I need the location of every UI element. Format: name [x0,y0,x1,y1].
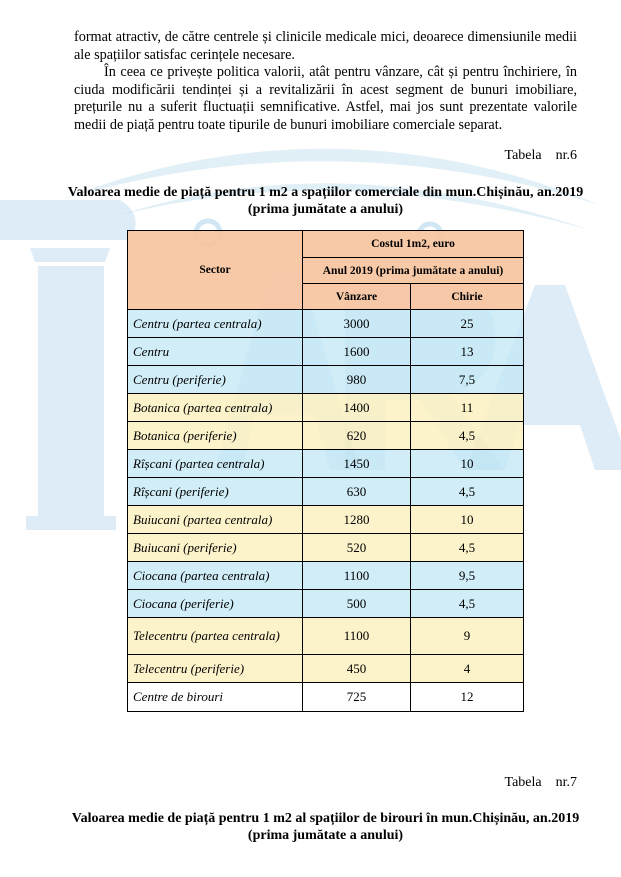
table-row [128,422,524,450]
rent-price-cell: 4,5 [411,478,524,506]
rent-price-cell: 4,5 [411,590,524,618]
sale-price-cell: 1450 [303,450,411,478]
sale-price-cell: 500 [303,590,411,618]
sale-price-cell: 1100 [303,618,411,655]
sector-cell: Centru (partea centrala) [128,310,303,338]
sale-price-cell: 980 [303,366,411,394]
table-7-label: Tabela [504,775,542,790]
sector-cell: Centre de birouri [128,683,303,712]
sector-cell: Telecentru (periferie) [128,655,303,683]
sector-cell: Centru (periferie) [128,366,303,394]
table-row [128,310,524,338]
table-7-no: nr.7 [555,775,577,790]
table-row [128,394,524,422]
table-row [128,366,524,394]
table-row [128,450,524,478]
header-cost: Costul 1m2, euro [303,231,524,258]
table-row [128,506,524,534]
table-row [128,683,524,712]
rent-price-cell: 10 [411,506,524,534]
table-7-number [505,775,578,791]
sector-cell: Rîșcani (partea centrala) [128,450,303,478]
rent-price-cell: 10 [411,450,524,478]
table-7-caption: Valoarea medie de piață pentru 1 m2 al spațiilor de birouri în mun.Chișinău, an.2019 (prima jumătate a anului) [71,811,580,843]
rent-price-cell: 25 [411,310,524,338]
table-row [128,338,524,366]
table-row [128,534,524,562]
header-sale: Vânzare [303,284,411,310]
sale-price-cell: 725 [303,683,411,712]
paragraph-intro: format atractiv, de către centrele și clinicile medicale mici, deoarece dimensiunile medii ale spațiilor satisfac cerințele necesare. [74,29,577,63]
sale-price-cell: 1400 [303,394,411,422]
sector-cell: Ciocana (partea centrala) [128,562,303,590]
table-6-no: nr.6 [555,148,577,163]
table-row [128,478,524,506]
rent-price-cell: 9 [411,618,524,655]
sector-cell: Ciocana (periferie) [128,590,303,618]
sector-cell: Telecentru (partea centrala) [128,618,303,655]
header-rent: Chirie [411,284,524,310]
sale-price-cell: 1280 [303,506,411,534]
rent-price-cell: 11 [411,394,524,422]
rent-price-cell: 4,5 [411,534,524,562]
header-period: Anul 2019 (prima jumătate a anului) [303,258,524,284]
commercial-prices-table [127,230,524,712]
rent-price-cell: 13 [411,338,524,366]
sale-price-cell: 520 [303,534,411,562]
rent-price-cell: 4,5 [411,422,524,450]
sale-price-cell: 1100 [303,562,411,590]
sale-price-cell: 450 [303,655,411,683]
sector-cell: Botanica (periferie) [128,422,303,450]
rent-price-cell: 7,5 [411,366,524,394]
table-6-number [505,148,578,164]
sector-cell: Buiucani (partea centrala) [128,506,303,534]
table-row [128,618,524,655]
sector-cell: Buiucani (periferie) [128,534,303,562]
table-6-label: Tabela [504,148,542,163]
sale-price-cell: 630 [303,478,411,506]
sector-cell: Botanica (partea centrala) [128,394,303,422]
rent-price-cell: 12 [411,683,524,712]
table-row [128,562,524,590]
table-row [128,655,524,683]
table-row [128,590,524,618]
rent-price-cell: 4 [411,655,524,683]
sale-price-cell: 3000 [303,310,411,338]
table-body [128,310,524,712]
paragraph-price-policy: În ceea ce privește politica valorii, atât pentru vânzare, cât și pentru închiriere, în ciuda modificării tendinței și a revitalizării în acest segment de bunuri imobiliare, prețurile nu a suferit fluctuații semnificative. Astfel, mai jos sunt prezentate valorile medii de piață pentru toate tipurile de bunuri imobiliare comerciale separat. [74,64,577,133]
sale-price-cell: 620 [303,422,411,450]
sector-cell: Rîșcani (periferie) [128,478,303,506]
header-sector: Sector [128,231,303,310]
sale-price-cell: 1600 [303,338,411,366]
sector-cell: Centru [128,338,303,366]
table-6-caption: Valoarea medie de piață pentru 1 m2 a spațiilor comerciale din mun.Chișinău, an.2019 (prima jumătate a anului) [67,185,584,217]
rent-price-cell: 9,5 [411,562,524,590]
